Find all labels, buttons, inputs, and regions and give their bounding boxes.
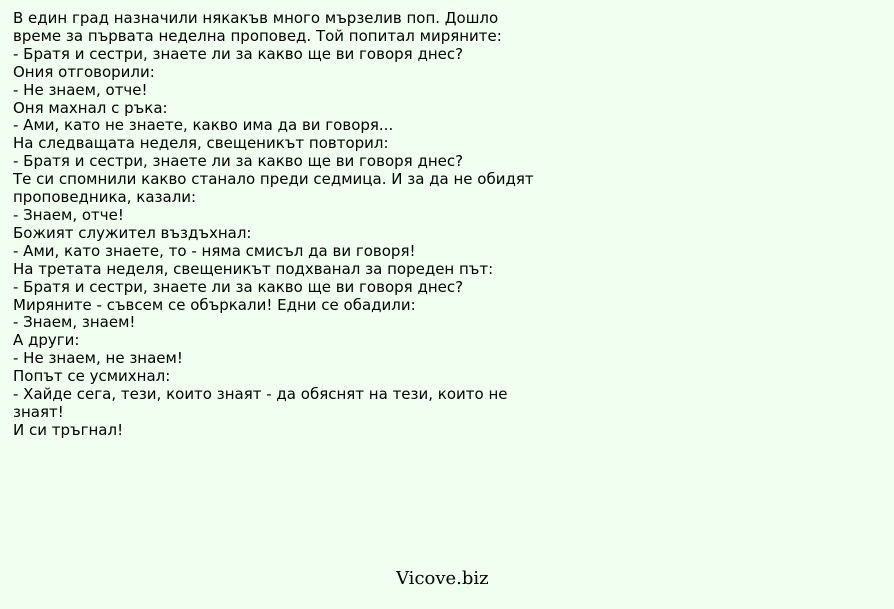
joke-line-23: знаят! [13,402,64,421]
joke-line-12: - Знаем, отче! [13,205,124,224]
joke-line-3: - Братя и сестри, знаете ли за какво ще ви говоря днес? [13,44,464,63]
joke-line-21: Попът се усмихнал: [13,367,171,386]
joke-line-24: И си тръгнал! [13,420,124,439]
joke-line-6: Оня махнал с ръка: [13,98,168,117]
joke-line-7: - Ами, като не знаете, какво има да ви говоря... [13,116,394,135]
joke-line-5: - Не знаем, отче! [13,80,148,99]
joke-line-19: А други: [13,331,80,350]
joke-line-18: - Знаем, знаем! [13,313,136,332]
joke-line-9: - Братя и сестри, знаете ли за какво ще ви говоря днес? [13,152,464,171]
joke-line-2: време за първата неделна проповед. Той попитал миряните: [13,26,502,45]
joke-line-11: проповедника, казали: [13,188,197,207]
joke-line-10: Те си спомнили какво станало преди седмица. И за да не обидят [13,170,534,189]
joke-line-14: - Ами, като знаете, то - няма смисъл да ви говоря! [13,241,416,260]
joke-line-15: На третата неделя, свещеникът подхванал за пореден път: [13,259,494,278]
joke-line-22: - Хайде сега, тези, които знаят - да обяснят на тези, които не [13,385,508,404]
joke-line-8: На следващата неделя, свещеникът повторил: [13,134,389,153]
joke-text [13,10,553,440]
joke-line-16: - Братя и сестри, знаете ли за какво ще ви говоря днес? [13,277,464,296]
joke-line-20: - Не знаем, не знаем! [13,349,183,368]
joke-line-17: Миряните - съвсем се объркали! Едни се обадили: [13,295,416,314]
joke-line-13: Божият служител въздъхнал: [13,223,252,242]
joke-line-1: В един град назначили някакъв много мързелив поп. Дошло [13,9,499,27]
joke-line-4: Ония отговорили: [13,62,155,81]
source-watermark: Vicove.biz [396,568,489,589]
